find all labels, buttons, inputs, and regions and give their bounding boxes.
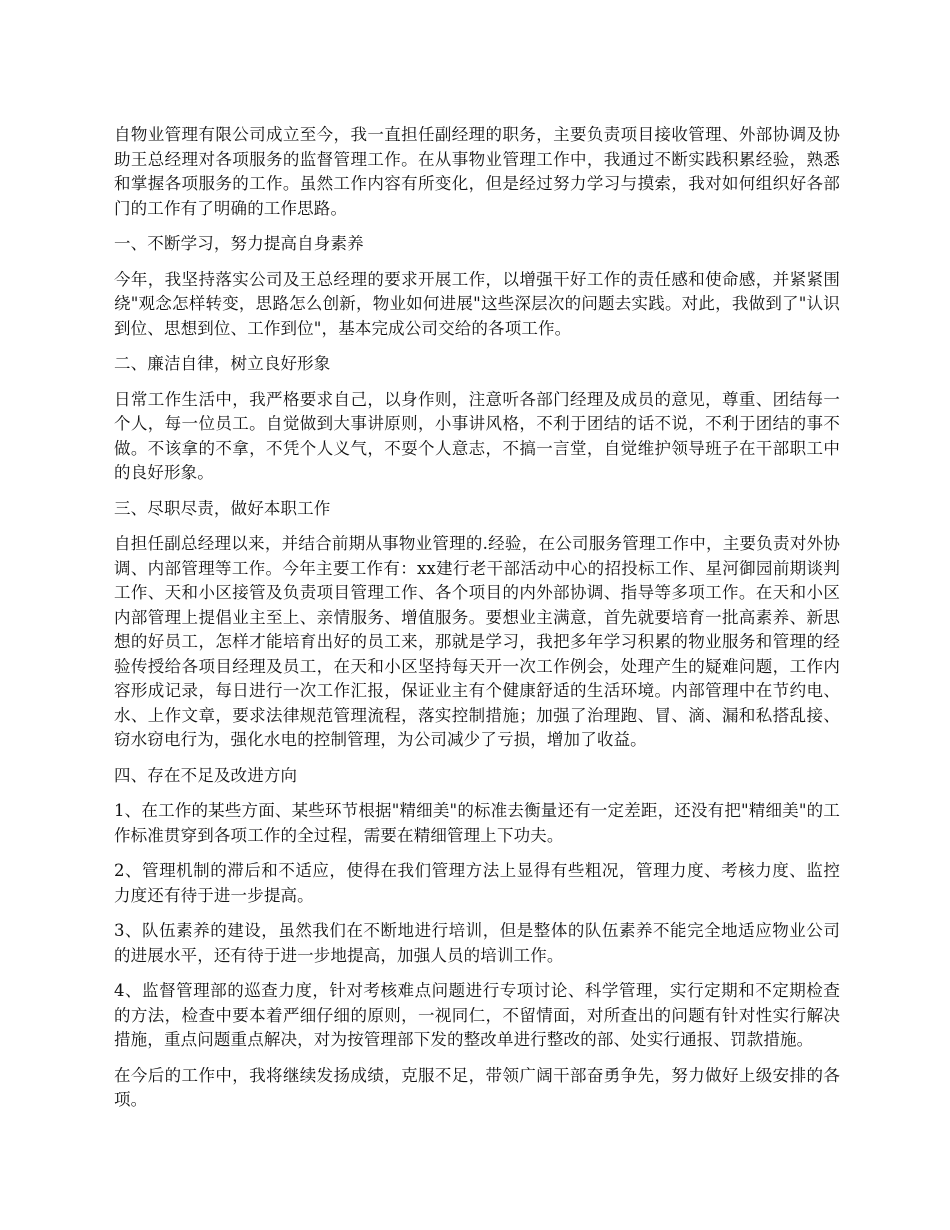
- intro-paragraph: 自物业管理有限公司成立至今，我一直担任副经理的职务，主要负责项目接收管理、外部协调及协助王总经理对各项服务的监督管理工作。在从事物业管理工作中，我通过不断实践积累经验，熟悉和掌握各项服务的工作。虽然工作内容有所变化，但是经过努力学习与摸索，我对如何组织好各部门的工作有了明确的工作思路。: [114, 125, 840, 218]
- section-heading-1: 一、不断学习，努力提高自身素养: [114, 234, 364, 253]
- section-heading-2: 二、廉洁自律，树立良好形象: [114, 354, 331, 373]
- document-body: [114, 123, 840, 1124]
- section-paragraph-2: 日常工作生活中，我严格要求自己，以身作则，注意听各部门经理及成员的意见，尊重、团结每一个人，每一位员工。自觉做到大事讲原则，小事讲风格，不利于团结的话不说，不利于团结的事不做。不该拿的不拿，不凭个人义气，不耍个人意志，不搞一言堂，自觉维护领导班子在干部职工中的良好形象。: [114, 389, 840, 482]
- closing-paragraph: 在今后的工作中，我将继续发扬成绩，克服不足，带领广阔干部奋勇争先，努力做好上级安排的各项。: [114, 1065, 840, 1109]
- section-heading-3: 三、尽职尽责，做好本职工作: [114, 498, 331, 518]
- section-heading-4: 四、存在不足及改进方向: [114, 765, 298, 785]
- list-item-2: 2、管理机制的滞后和不适应，使得在我们管理方法上显得有些粗况，管理力度、考核力度、监控力度还有待于进一步提高。: [114, 861, 840, 905]
- list-item-4: 4、监督管理部的巡查力度，针对考核难点问题进行专项讨论、科学管理，实行定期和不定期检查的方法，检查中要本着严细仔细的原则，一视同仁，不留情面，对所查出的问题有针对性实行解决措施，重点问题重点解决，对为按管理部下发的整改单进行整改的部、处实行通报、罚款措施。: [114, 981, 840, 1049]
- list-item-3: 3、队伍素养的建设，虽然我们在不断地进行培训，但是整体的队伍素养不能完全地适应物业公司的进展水平，还有待于进一步地提高，加强人员的培训工作。: [114, 921, 840, 965]
- section-paragraph-1: 今年，我坚持落实公司及王总经理的要求开展工作，以增强干好工作的责任感和使命感，并紧紧围绕"观念怎样转变，思路怎么创新，物业如何进展"这些深层次的问题去实践。对此，我做到了"认识到位、思想到位、工作到位"，基本完成公司交给的各项工作。: [114, 269, 840, 338]
- section-paragraph-3: 自担任副总经理以来，并结合前期从事物业管理的.经验，在公司服务管理工作中，主要负责对外协调、内部管理等工作。今年主要工作有：xx建行老干部活动中心的招投标工作、星河御园前期谈判工作、天和小区接管及负责项目管理工作、各个项目的内外部协调、指导等多项工作。在天和小区内部管理上提倡业主至上、亲情服务、增值服务。要想业主满意，首先就要培育一批高素养、新思想的好员工，怎样才能培育出好的员工来，那就是学习，我把多年学习积累的物业服务和管理的经验传授给各项目经理及员工，在天和小区坚持每天开一次工作例会，处理产生的疑难问题，工作内容形成记录，每日进行一次工作汇报，保证业主有个健康舒适的生活环境。内部管理中在节约电、水、上作文章，要求法律规范管理流程，落实控制措施；加强了治理跑、冒、滴、漏和私搭乱接、窃水窃电行为，强化水电的控制管理，为公司减少了亏损，增加了收益。: [114, 534, 840, 749]
- list-item-1: 1、在工作的某些方面、某些环节根据"精细美"的标准去衡量还有一定差距，还没有把"精细美"的工作标准贯穿到各项工作的全过程，需要在精细管理上下功夫。: [114, 801, 840, 845]
